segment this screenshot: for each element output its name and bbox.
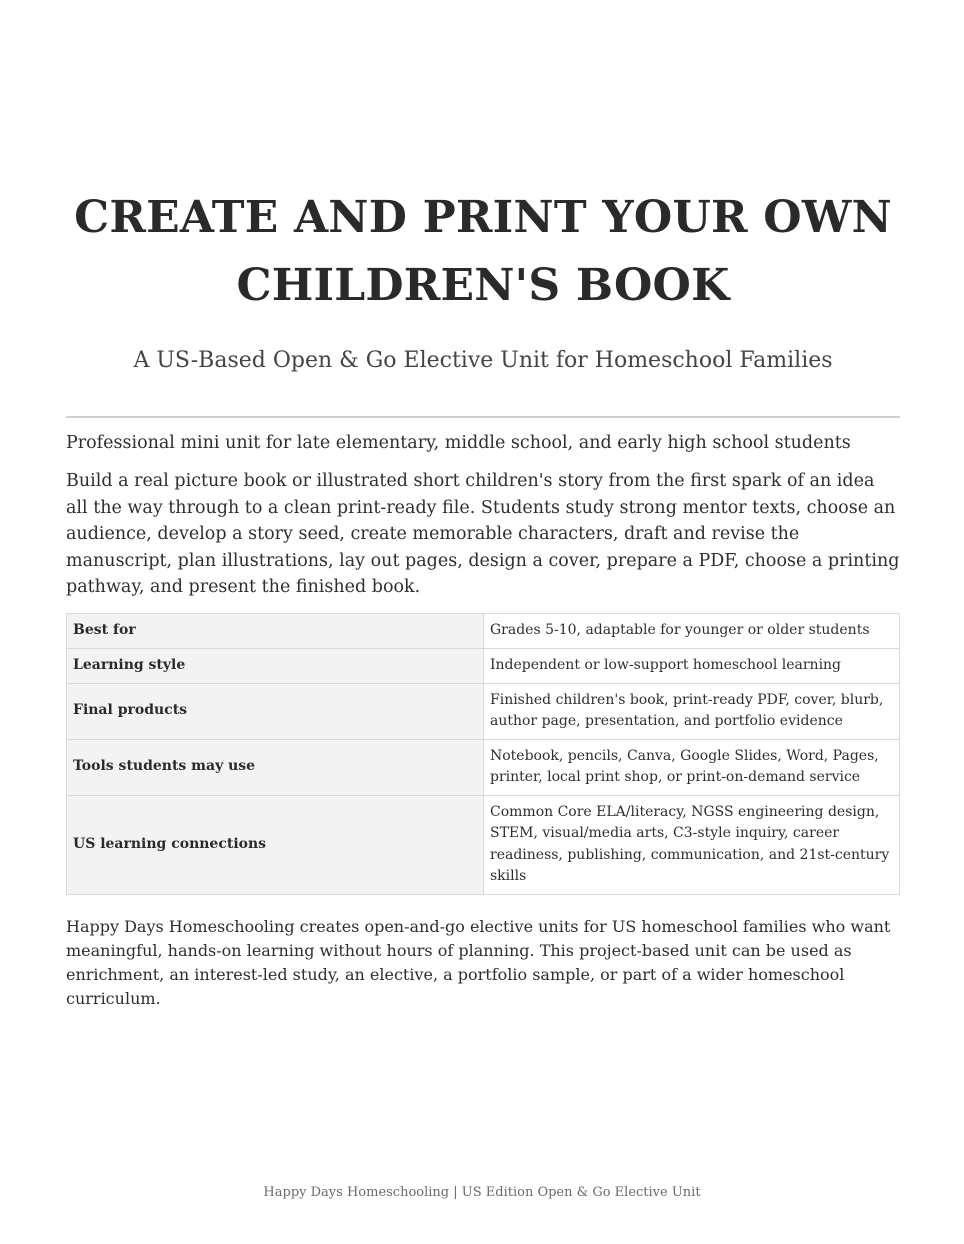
unit-info-table <box>66 613 900 895</box>
info-value: Grades 5-10, adaptable for younger or older students <box>484 613 900 648</box>
document-page <box>66 0 900 1011</box>
table-row <box>67 613 900 648</box>
info-value: Independent or low-support homeschool learning <box>484 648 900 683</box>
section-divider <box>66 416 900 418</box>
info-label: Learning style <box>67 648 484 683</box>
info-label: US learning connections <box>67 795 484 894</box>
title-line-2: CHILDREN'S BOOK <box>236 260 730 311</box>
unit-description: Build a real picture book or illustrated short children's story from the first spark of an idea all the way through to a clean print-ready file. Students study strong mentor texts, choose an audience, develop a story seed, create memorable characters, draft and revise the manuscript, plan illustrations, lay out pages, design a cover, prepare a PDF, choose a printing pathway, and present the finished book. <box>66 471 900 597</box>
audience-statement: Professional mini unit for late elementary, middle school, and early high school students <box>66 433 851 453</box>
page-title <box>66 184 900 320</box>
title-line-1: CREATE AND PRINT YOUR OWN <box>74 192 892 243</box>
info-value: Finished children's book, print-ready PDF, cover, blurb, author page, presentation, and portfolio evidence <box>484 683 900 739</box>
info-label: Tools students may use <box>67 739 484 795</box>
info-label: Best for <box>67 613 484 648</box>
info-label: Final products <box>67 683 484 739</box>
table-row <box>67 683 900 739</box>
closing-paragraph: Happy Days Homeschooling creates open-and-go elective units for US homeschool families who want meaningful, hands-on learning without hours of planning. This project-based unit can be used as enrichment, an interest-led study, an elective, a portfolio sample, or part of a wider homeschool curriculum. <box>66 916 891 1008</box>
table-row <box>67 739 900 795</box>
info-value: Notebook, pencils, Canva, Google Slides, Word, Pages, printer, local print shop, or print-on-demand service <box>484 739 900 795</box>
table-row <box>67 648 900 683</box>
page-footer: Happy Days Homeschooling | US Edition Open & Go Elective Unit <box>263 1185 701 1200</box>
table-row <box>67 795 900 894</box>
page-subtitle: A US-Based Open & Go Elective Unit for Homeschool Families <box>133 348 833 373</box>
info-value: Common Core ELA/literacy, NGSS engineering design, STEM, visual/media arts, C3-style inquiry, career readiness, publishing, communication, and 21st-century skills <box>484 795 900 894</box>
